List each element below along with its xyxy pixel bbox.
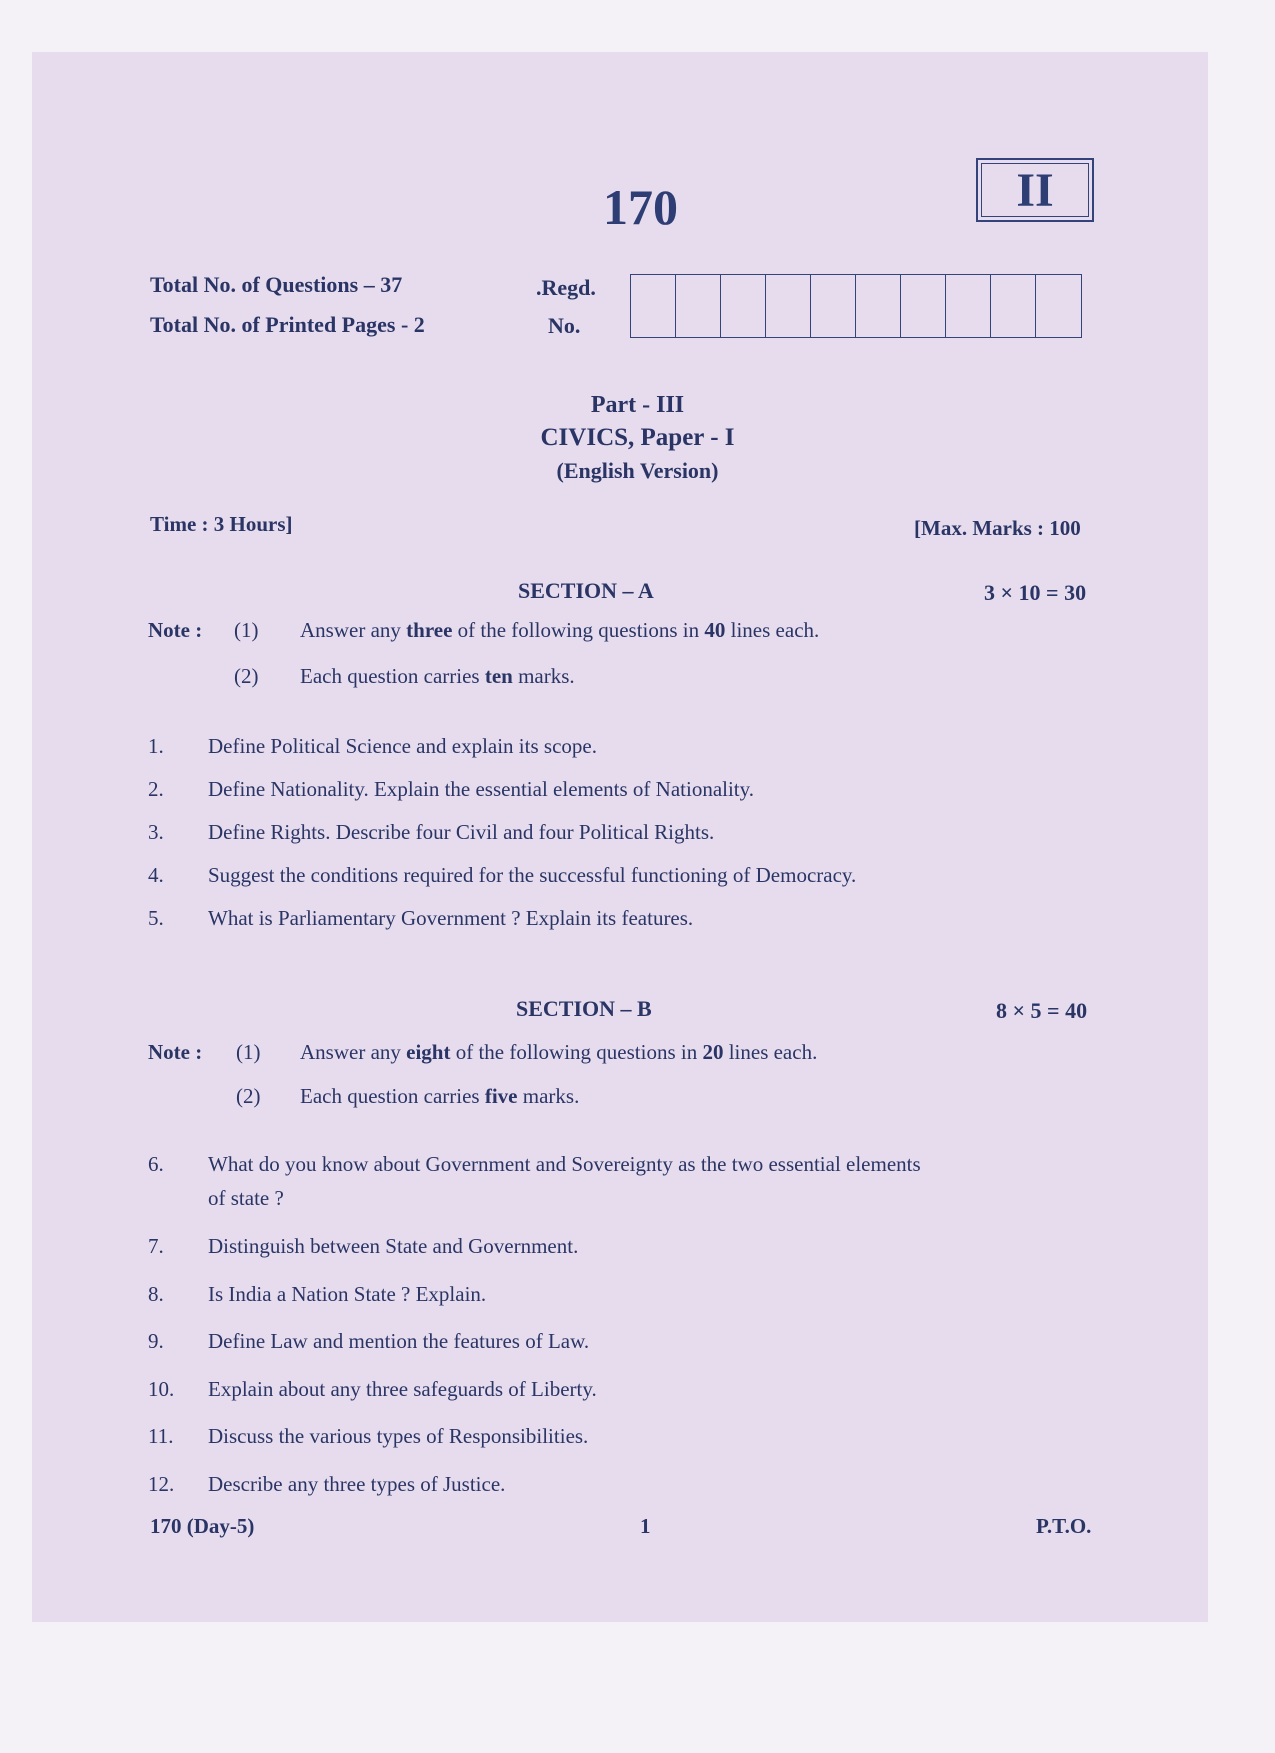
regd-digit-box <box>1036 275 1081 337</box>
section-b-note-2: Each question carries five marks. <box>300 1084 580 1108</box>
part-title: Part - III <box>590 392 685 418</box>
total-questions: Total No. of Questions – 37 <box>150 272 403 297</box>
section-a-marks: 3 × 10 = 30 <box>984 580 1087 605</box>
question-6-continued: of state ? <box>208 1186 284 1210</box>
regd-digit-box <box>721 275 766 337</box>
regd-digit-box <box>766 275 811 337</box>
section-b-title: SECTION – B <box>516 996 652 1021</box>
section-a-note-1: Answer any three of the following questions in 40 lines each. <box>300 618 820 642</box>
regd-digit-box <box>631 275 676 337</box>
section-a-note-1-num: (1) <box>234 618 259 642</box>
question-9: 9. Define Law and mention the features of Law. <box>148 1329 590 1353</box>
question-5: 5. What is Parliamentary Government ? Explain its features. <box>148 906 694 930</box>
question-11: 11. Discuss the various types of Responsibilities. <box>148 1424 589 1448</box>
question-2: 2. Define Nationality. Explain the essential elements of Nationality. <box>148 777 755 801</box>
question-8: 8. Is India a Nation State ? Explain. <box>148 1282 487 1306</box>
section-b-marks: 8 × 5 = 40 <box>996 998 1088 1023</box>
question-3: 3. Define Rights. Describe four Civil and four Political Rights. <box>148 820 715 844</box>
page-number: 1 <box>640 1514 651 1538</box>
regd-digit-box <box>856 275 901 337</box>
question-1: 1. Define Political Science and explain its scope. <box>148 734 597 758</box>
regd-digit-box <box>946 275 991 337</box>
version-title: (English Version) <box>556 458 719 483</box>
question-4: 4. Suggest the conditions required for the successful functioning of Democracy. <box>148 863 857 887</box>
time-label: Time : 3 Hours] <box>150 512 293 536</box>
section-b-note-1-num: (1) <box>236 1040 261 1064</box>
regd-label: .Regd. <box>536 275 596 300</box>
registration-number-boxes <box>630 274 1082 338</box>
section-b-note-1: Answer any eight of the following questions in 20 lines each. <box>300 1040 818 1064</box>
question-10: 10. Explain about any three safeguards of Liberty. <box>148 1377 597 1401</box>
subject-title: CIVICS, Paper - I <box>540 424 735 451</box>
section-a-note-label: Note : <box>148 618 203 642</box>
max-marks-label: [Max. Marks : 100 <box>914 516 1081 540</box>
total-pages: Total No. of Printed Pages - 2 <box>150 312 425 337</box>
section-a-note-2-num: (2) <box>234 664 259 688</box>
regd-digit-box <box>901 275 946 337</box>
question-7: 7. Distinguish between State and Government. <box>148 1234 579 1258</box>
stream-label: II <box>1016 163 1054 217</box>
section-a-title: SECTION – A <box>518 578 654 603</box>
regd-digit-box <box>811 275 856 337</box>
question-6: 6. What do you know about Government and Sovereignty as the two essential elements <box>148 1152 921 1176</box>
section-b-note-2-num: (2) <box>236 1084 261 1108</box>
regd-digit-box <box>991 275 1036 337</box>
regd-digit-box <box>676 275 721 337</box>
section-a-note-2: Each question carries ten marks. <box>300 664 575 688</box>
section-b-note-label: Note : <box>148 1040 203 1064</box>
question-12: 12. Describe any three types of Justice. <box>148 1472 506 1496</box>
pto-label: P.T.O. <box>1036 1514 1092 1538</box>
paper-code: 170 <box>603 179 678 235</box>
footer-code: 170 (Day-5) <box>150 1514 255 1538</box>
stream-box <box>976 158 1094 222</box>
no-label: No. <box>548 313 581 338</box>
